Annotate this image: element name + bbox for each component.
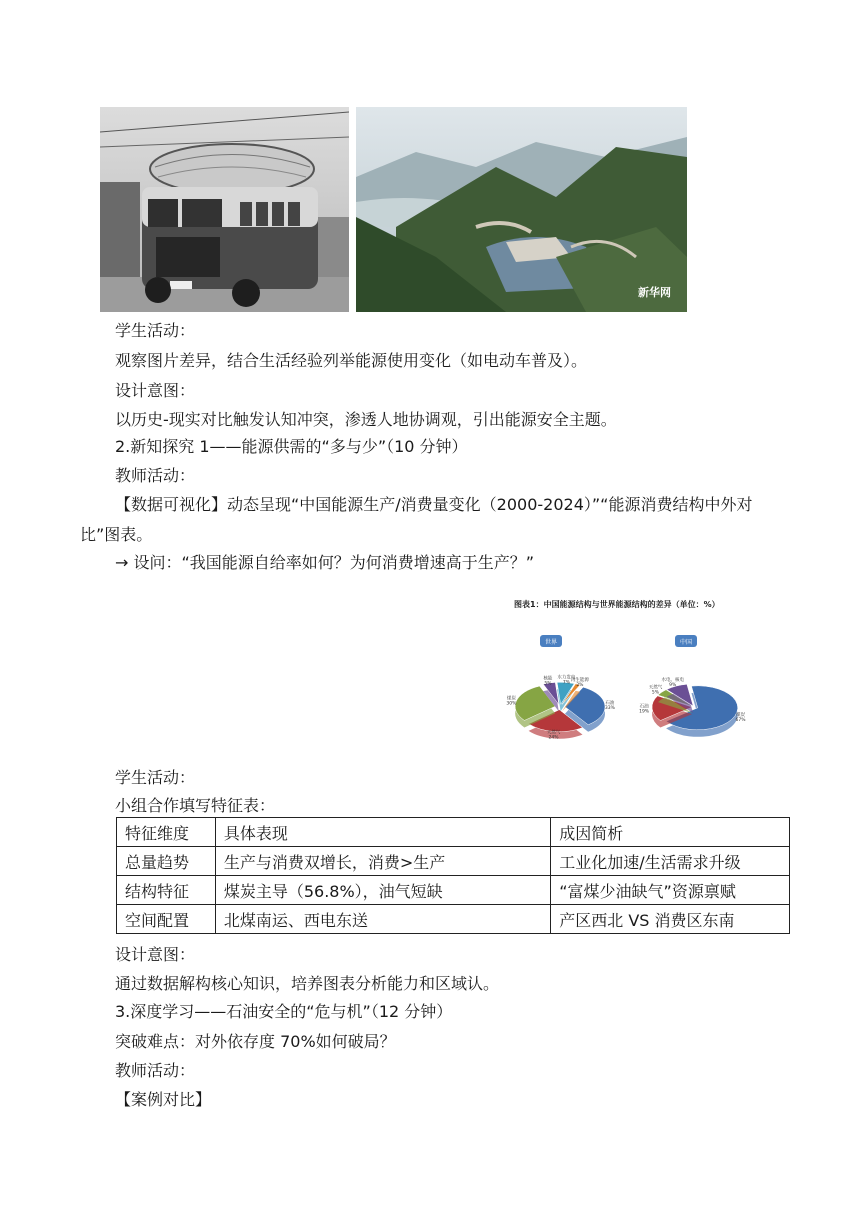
table-header-cell: 成因简析 (551, 818, 790, 847)
table-header-cell: 具体表现 (215, 818, 550, 847)
pie-slice-label: 天然气 (648, 685, 663, 691)
pie-slice-label: 煤炭 (506, 696, 516, 702)
pie-chart-0 (506, 635, 615, 740)
pie-slice-label: 再生能源 (570, 677, 589, 683)
table-cell: “富煤少油缺气”资源禀赋 (551, 876, 790, 905)
teacher-question: → 设问：“我国能源自给率如何？为何消费增速高于生产？” (115, 553, 535, 572)
pie-slice-value: 30% (506, 701, 517, 707)
student-activity-text-2: 小组合作填写特征表： (115, 796, 276, 815)
pie-slice-label: 石油 (605, 700, 615, 706)
pie-charts-svg (480, 595, 780, 755)
difficulty-text: 突破难点：对外依存度 70%如何破局？ (115, 1032, 396, 1051)
table-row (117, 905, 790, 934)
pie-slice-value: 7% (562, 680, 571, 686)
design-intent-text-1: 以历史-现实对比触发认知冲突，渗透人地协调观，引出能源安全主题。 (115, 410, 617, 429)
table-cell: 结构特征 (117, 876, 216, 905)
pie-slice-label: 水力发电 (557, 675, 576, 681)
feature-table (116, 817, 790, 934)
dam-photo (356, 107, 687, 312)
table-cell: 工业化加速/生活需求升级 (551, 847, 790, 876)
teacher-activity-label-2: 教师活动： (115, 466, 196, 485)
section-3-heading: 3.深度学习——石油安全的“危与机”（12 分钟） (115, 1002, 453, 1021)
table-header-row (117, 818, 790, 847)
table-row (117, 847, 790, 876)
design-intent-label-1: 设计意图： (115, 381, 196, 400)
bus-photo-graphic (100, 107, 349, 312)
section-2-heading: 2.新知探究 1——能源供需的“多与少”（10 分钟） (115, 437, 468, 456)
student-activity-label-1: 学生活动： (115, 321, 196, 340)
pie-slice-label: 煤炭 (735, 713, 745, 719)
pie-slice-label: 石油 (639, 704, 649, 710)
pie-slice-label: 天然气 (546, 730, 561, 736)
pie-slice-value: 33% (604, 705, 615, 711)
pie-slice-value: 5% (651, 690, 660, 696)
pie-slice-value: 2% (576, 682, 584, 688)
chart-title: 图表1：中国能源结构与世界能源结构的差异（单位：%） (514, 600, 720, 609)
pie-slice-label: 核能 (543, 676, 553, 682)
pie-slice-value: 67% (735, 718, 746, 724)
table-cell: 生产与消费双增长，消费>生产 (215, 847, 550, 876)
student-activity-text-1: 观察图片差异，结合生活经验列举能源使用变化（如电动车普及）。 (115, 351, 588, 370)
teacher-activity-label-3: 教师活动： (115, 1061, 196, 1080)
pie-slice-value: 19% (639, 709, 650, 715)
design-intent-text-2: 通过数据解构核心知识，培养图表分析能力和区域认。 (115, 974, 500, 993)
table-cell: 空间配置 (117, 905, 216, 934)
table-cell: 煤炭主导（56.8%），油气短缺 (215, 876, 550, 905)
dam-watermark: 新华网 (638, 286, 671, 299)
case-comparison: 【案例对比】 (115, 1090, 212, 1109)
table-cell: 总量趋势 (117, 847, 216, 876)
bus-photo (100, 107, 349, 312)
pie-slice-value: 5% (544, 681, 552, 687)
pie-slice-value: 9% (669, 683, 677, 689)
dam-photo-graphic (356, 107, 687, 312)
table-row (117, 876, 790, 905)
pie-slice-value: 24% (548, 735, 559, 741)
student-activity-label-2: 学生活动： (115, 768, 196, 787)
table-header-cell: 特征维度 (117, 818, 216, 847)
table-cell: 北煤南运、西电东送 (215, 905, 550, 934)
pie-slice-label: 水电、核电 (661, 678, 684, 684)
pie-name-label: 世界 (544, 639, 558, 646)
pie-name-label: 中国 (679, 639, 693, 646)
table-cell: 产区西北 VS 消费区东南 (551, 905, 790, 934)
pie-chart-1 (639, 635, 746, 737)
design-intent-label-2: 设计意图： (115, 945, 196, 964)
teacher-activity-text-2: 【数据可视化】动态呈现“中国能源生产/消费量变化（2000-2024）”“能源消费结构中外对比”图表。 (80, 495, 753, 544)
energy-structure-chart (480, 595, 780, 755)
